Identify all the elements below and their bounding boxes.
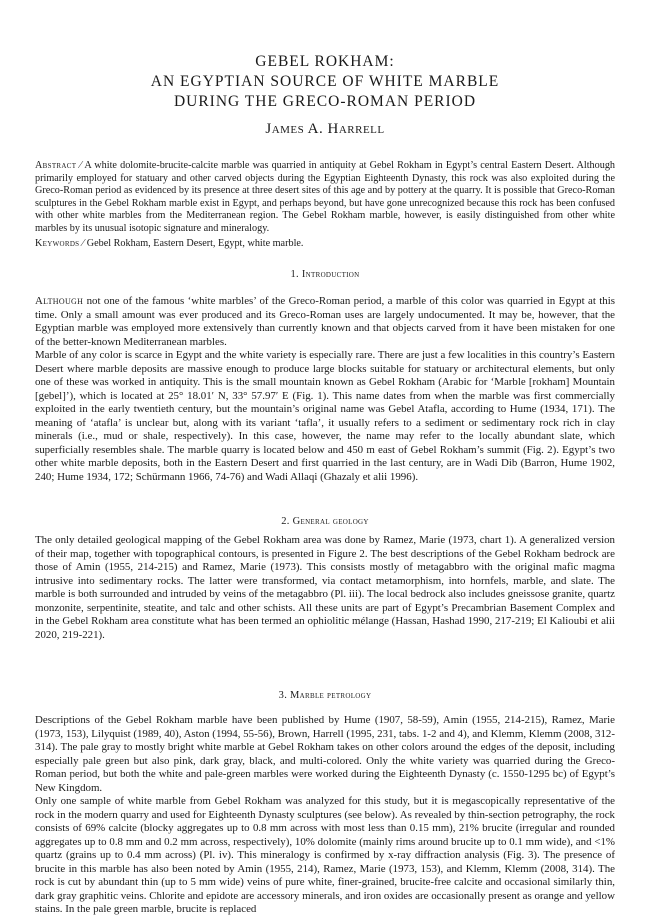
- title-line-3: DURING THE GRECO-ROMAN PERIOD: [173, 93, 477, 110]
- abstract-label: Abstract ⁄: [35, 160, 82, 171]
- section-heading-marble-petrology: 3. Marble petrology: [278, 690, 372, 701]
- paragraph-4: [35, 714, 615, 795]
- author-name: James A. Harrell: [265, 121, 385, 137]
- paragraph-2-text: Marble of any color is scarce in Egypt and the white variety is especially rare. There are just a few localities in this country’s Eastern Desert where marble deposits are massive enough to produce large blocks suitable for statuary or architectural elements, but only one of these was worked in antiquity. This is the small mountain known as Gebel Rokham (Arabic for ‘Marble [rokham] Mountain [gebel]’), which is located at 25° 18.01′ N, 33° 57.97′ E (Fig. 1). This name dates from when the marble was first commercially exploited in the early twentieth century, but the mountain’s original name was Gebel Atafla, according to Hume (1934, 171). The meaning of ‘atafla’ is unclear but, along with its variant ‘tafla’, it usually refers to a sediment or sedimentary rock rich in clay minerals (i.e., mud or shale, respectively). In this case, however, the name may refer to the locally abundant slate, which superficially resembles shale. The marble quarry is located below and 450 m east of Gebel Rokham’s summit (Fig. 2). Egypt’s two other white marble deposits, both in the Eastern Desert and first quarried in the last century, are in Wadi Dib (Barron, Hume 1902, 240; Hume 1934, 172; Schürmann 1966, 74-76) and Wadi Allaqi (Ghazaly et alii 1996).: [35, 349, 615, 483]
- paragraph-1-text: not one of the famous ‘white marbles’ of the Greco-Roman period, a marble of this color was quarried in Egypt at this time. Only a small amount was ever produced and its Greco-Roman uses are largely undocumented. It may be, however, that the Egyptian marble was employed more extensively than currently known and that objects carved from it have been mistaken for one of the better-known Mediterranean marbles.: [35, 295, 615, 348]
- paragraph-4-text: Descriptions of the Gebel Rokham marble have been published by Hume (1907, 58-59), Amin (1955, 214-215), Ramez, Marie (1973, 153), Lilyquist (1989, 40), Aston (1994, 55-56), Brown, Harrell (1995, 231, tabs. 1-2 and 4), and Klemm, Klemm (2008, 312-314). The pale gray to mostly bright white marble at Gebel Rokham takes on other colors around the edges of the deposit, including especially pale green but also pink, dark gray, black, and multi-colored. Only the white variety was quarried during the Greco-Roman period, but both the white and pale-green marbles were worked during the Eighteenth Dynasty (c. 1550-1295 bc) of Egypt’s New Kingdom.: [35, 714, 615, 794]
- paragraph-5: [35, 795, 615, 917]
- keywords-label: Keywords ⁄: [35, 238, 85, 249]
- paragraph-1: [35, 295, 615, 349]
- section-heading-introduction: 1. Introduction: [290, 269, 360, 280]
- paragraph-1-lead: Although: [35, 295, 84, 307]
- title-line-2: AN EGYPTIAN SOURCE OF WHITE MARBLE: [150, 73, 500, 90]
- abstract: [35, 160, 615, 236]
- keywords: [35, 238, 615, 251]
- section-heading-general-geology: 2. General geology: [281, 516, 369, 527]
- abstract-text: A white dolomite-brucite-calcite marble was quarried in antiquity at Gebel Rokham in Egypt’s central Eastern Desert. Although primarily employed for statuary and other carved objects during the Egyptian Eighteenth Dynasty, this rock was also exploited during the Greco-Roman period as evidenced by its presence at three desert sites of this age and by pottery at the quarry. It is possible that Greco-Roman sculptures in the Gebel Rokham marble exist in Egypt, and perhaps beyond, but have gone unrecognized because this rock has been confused with other white marbles from the Mediterranean region. The Gebel Rokham marble, however, is easily distinguished from other white marbles by its unusual isotopic signature and mineralogy.: [35, 160, 616, 234]
- keywords-text: Gebel Rokham, Eastern Desert, Egypt, white marble.: [86, 238, 304, 249]
- paragraph-2: [35, 349, 615, 484]
- title-line-1: GEBEL ROKHAM:: [255, 53, 395, 70]
- paragraph-3-text: The only detailed geological mapping of the Gebel Rokham area was done by Ramez, Marie (1973, chart 1). A generalized version of their map, together with topographical contours, is presented in Figure 2. The best descriptions of the Gebel Rokham bedrock are those of Amin (1955, 214-215) and Ramez, Marie (1973). This consists mostly of metagabbro with the original mafic magma intrusive into sedimentary rocks. The latter were transformed, via contact metamorphism, into hornfels, marble, and slate. The marble is both surrounded and intruded by veins of the metagabbro (Pl. iii). The local bedrock also includes gneissose granite, quartz monzonite, serpentinite, steatite, and talc and other schists. All these units are part of Egypt’s Precambrian Basement Complex and in the Gebel Rokham area constitute what has been termed an ophiolitic mélange (Hassan, Hashad 1990, 217-219; El Kalioubi et alii 2020, 219-221).: [35, 534, 615, 641]
- paragraph-5-text: Only one sample of white marble from Gebel Rokham was analyzed for this study, but it is megascopically representative of the rock in the modern quarry and used for Eighteenth Dynasty sculptures (see below). As revealed by thin-section petrography, the rock consists of 69% calcite (blocky aggregates up to 0.8 mm across with most less than 0.15 mm), 21% brucite (irregular and rounded aggregates up to 0.8 mm and 0.2 mm across, respectively), 10% dolomite (mainly rims around brucite up to 0.1 mm wide), and <1% quartz (grains up to 0.4 mm across) (Pl. iv). This mineralogy is confirmed by x-ray diffraction analysis (Fig. 3). The presence of brucite in this marble has also been noted by Amin (1955, 214), Ramez, Marie (1973, 153), and Klemm, Klemm (2008, 314). The rock is cut by abundant thin (up to 5 mm wide) veins of pure white, finer-grained, brucite-free calcite and occasional similarly thin, dark gray graphitic veins. Chlorite and epidote are accessory minerals, and iron oxides are occasionally present as orange and yellow stains. In the pale green marble, brucite is replaced: [35, 795, 615, 915]
- paragraph-3: [35, 534, 615, 642]
